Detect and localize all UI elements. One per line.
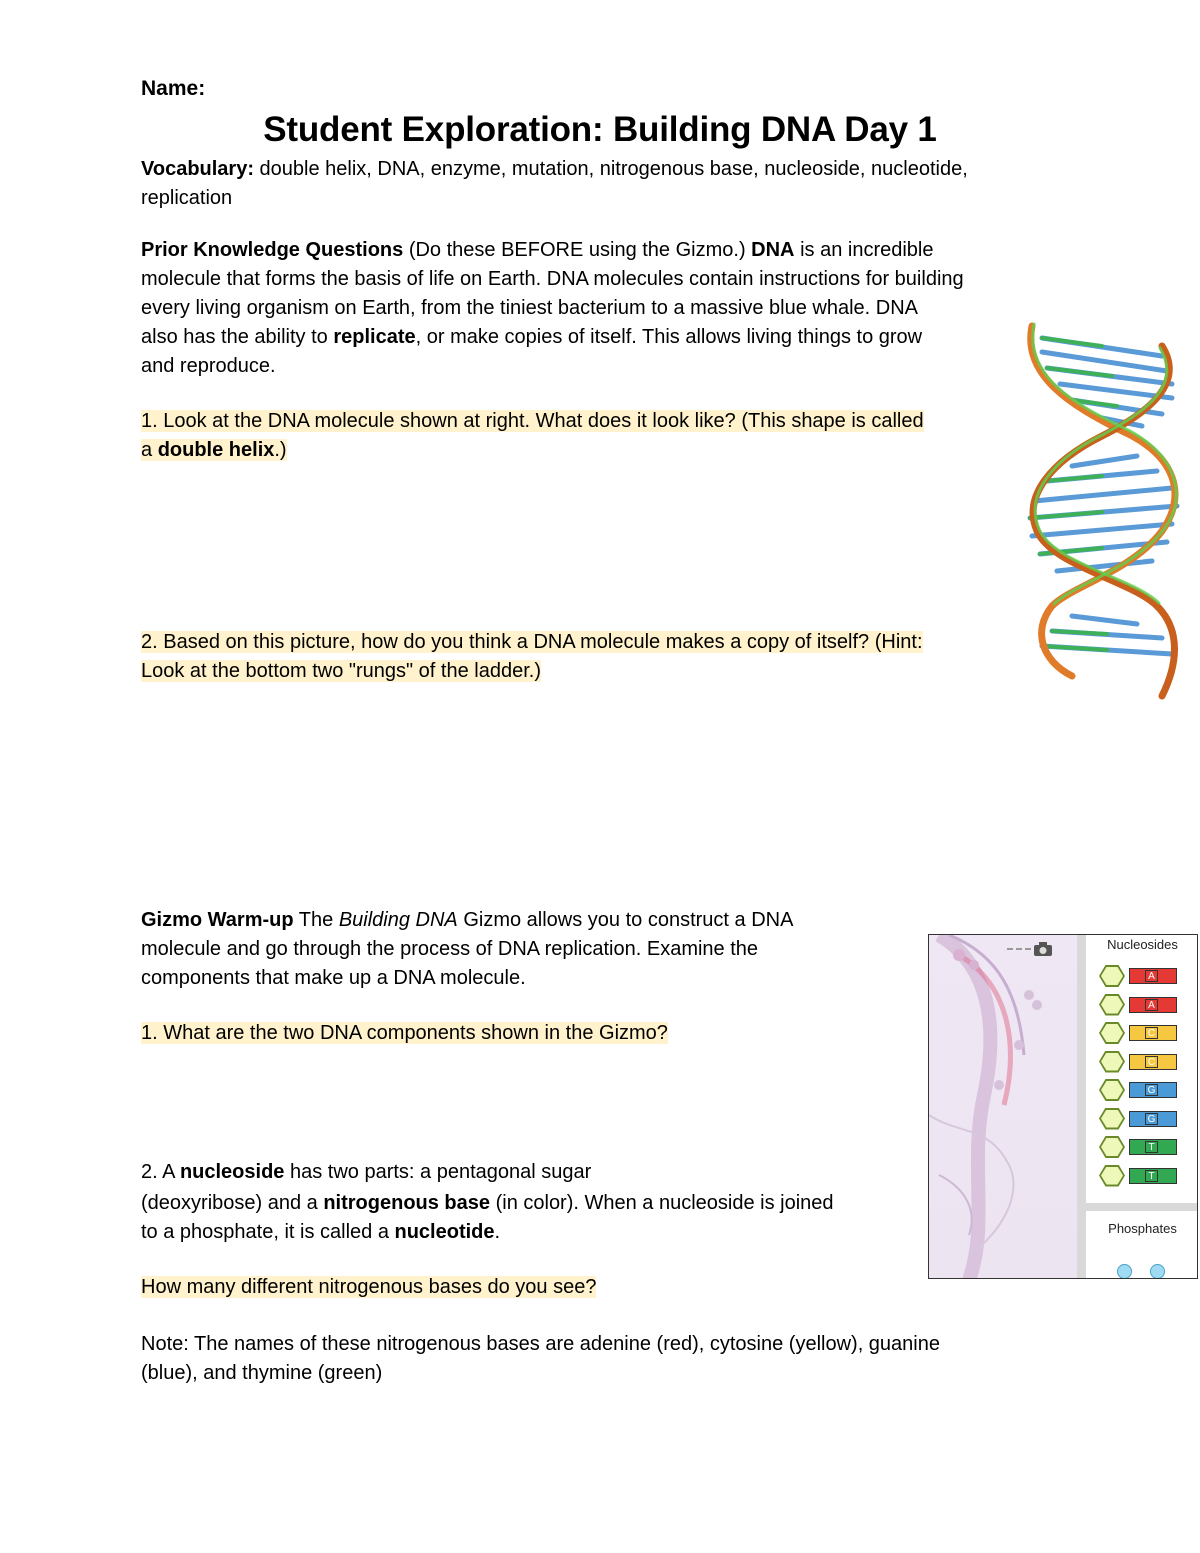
wq2-text: to a phosphate, it is called a bbox=[141, 1221, 395, 1243]
warmup-text: components that make up a DNA molecule. bbox=[141, 967, 526, 989]
base-letter: G bbox=[1145, 1084, 1158, 1096]
phosphate-item[interactable] bbox=[1150, 1264, 1165, 1279]
question-1-text: 1. Look at the DNA molecule shown at right. What does it look like? (This shape is called bbox=[141, 410, 924, 432]
warmup-italic: Building DNA bbox=[338, 909, 458, 931]
question-1 bbox=[141, 407, 924, 465]
question-1-bold: double helix bbox=[157, 439, 275, 461]
gizmo-workspace bbox=[929, 935, 1077, 1278]
dna-double-helix-image bbox=[1012, 316, 1192, 701]
name-label: Name: bbox=[141, 77, 206, 100]
vocabulary-paragraph bbox=[141, 155, 968, 213]
warmup-question-2b bbox=[141, 1273, 596, 1302]
note-text: (blue), and thymine (green) bbox=[141, 1362, 383, 1384]
warmup-question-1 bbox=[141, 1019, 668, 1048]
nucleoside-item[interactable] bbox=[1099, 1107, 1181, 1131]
nucleoside-item[interactable] bbox=[1099, 1135, 1181, 1159]
prior-text: molecule that forms the basis of life on Earth. DNA molecules contain instructions for building bbox=[141, 268, 964, 290]
question-2-text-cont: Look at the bottom two "rungs" of the ladder.) bbox=[141, 660, 541, 682]
vocabulary-terms: double helix, DNA, enzyme, mutation, nitrogenous base, nucleoside, nucleotide, bbox=[254, 158, 968, 180]
wq2-text: 2. A bbox=[141, 1161, 180, 1183]
nucleosides-label: Nucleosides bbox=[1107, 937, 1178, 952]
prior-bold-replicate: replicate bbox=[333, 326, 416, 348]
prior-text: every living organism on Earth, from the tiniest bacterium to a massive blue whale. DNA bbox=[141, 297, 919, 319]
base-letter: A bbox=[1145, 999, 1158, 1011]
prior-text: is an incredible bbox=[794, 239, 934, 261]
dashed-line bbox=[1007, 948, 1031, 950]
wq2-text: has two parts: a pentagonal sugar bbox=[284, 1161, 592, 1183]
question-2 bbox=[141, 628, 923, 686]
nucleoside-item[interactable] bbox=[1099, 1021, 1181, 1045]
prior-text: also has the ability to bbox=[141, 326, 334, 348]
prior-text: , or make copies of itself. This allows living things to grow bbox=[415, 326, 923, 348]
base-letter: T bbox=[1145, 1170, 1158, 1182]
vocabulary-terms-cont: replication bbox=[141, 187, 233, 209]
page-title: Student Exploration: Building DNA Day 1 bbox=[263, 110, 937, 149]
prior-text: (Do these BEFORE using the Gizmo.) bbox=[403, 239, 752, 261]
prior-bold-dna: DNA bbox=[751, 239, 795, 261]
base-letter: T bbox=[1145, 1141, 1158, 1153]
cell-background-image bbox=[929, 935, 1077, 1279]
warmup-text: molecule and go through the process of DNA replication. Examine the bbox=[141, 938, 759, 960]
phosphates-label: Phosphates bbox=[1108, 1221, 1177, 1236]
wq2-bold: nucleoside bbox=[179, 1161, 285, 1183]
nucleoside-item[interactable] bbox=[1099, 1078, 1181, 1102]
question-1-text: .) bbox=[274, 439, 287, 461]
warmup-question-2b-text: How many different nitrogenous bases do you see? bbox=[141, 1276, 597, 1298]
prior-text: and reproduce. bbox=[141, 355, 276, 377]
camera-icon[interactable] bbox=[1033, 941, 1053, 957]
nucleoside-item[interactable] bbox=[1099, 964, 1181, 988]
phosphate-item[interactable] bbox=[1117, 1264, 1132, 1279]
gizmo-screenshot bbox=[928, 934, 1198, 1279]
base-letter: C bbox=[1145, 1056, 1158, 1068]
toolbox-separator bbox=[1086, 1203, 1197, 1211]
vocabulary-label: Vocabulary: bbox=[141, 158, 254, 180]
warmup-question-1-text: 1. What are the two DNA components shown in the Gizmo? bbox=[141, 1022, 668, 1044]
note-paragraph bbox=[141, 1330, 940, 1388]
panel-divider bbox=[1077, 935, 1086, 1278]
wq2-text: (in color). When a nucleoside is joined bbox=[490, 1192, 834, 1214]
note-text: Note: The names of these nitrogenous bases are adenine (red), cytosine (yellow), guanine bbox=[141, 1333, 940, 1355]
nucleoside-item[interactable] bbox=[1099, 1050, 1181, 1074]
wq2-text: . bbox=[494, 1221, 501, 1243]
question-2-text: 2. Based on this picture, how do you think a DNA molecule makes a copy of itself? (Hint: bbox=[141, 631, 923, 653]
base-letter: A bbox=[1145, 970, 1158, 982]
question-1-text-cont bbox=[141, 439, 287, 461]
nucleoside-item[interactable] bbox=[1099, 1164, 1181, 1188]
wq2-bold: nucleotide bbox=[394, 1221, 495, 1243]
warmup-text: Gizmo allows you to construct a DNA bbox=[457, 909, 794, 931]
gizmo-warmup-label: Gizmo Warm-up bbox=[141, 909, 294, 931]
gizmo-warmup-paragraph bbox=[141, 906, 861, 993]
nucleoside-item[interactable] bbox=[1099, 993, 1181, 1017]
wq2-text: (deoxyribose) and a bbox=[141, 1192, 324, 1214]
warmup-text: The bbox=[293, 909, 339, 931]
question-1-text: a bbox=[141, 439, 158, 461]
warmup-question-2 bbox=[141, 1158, 901, 1247]
prior-knowledge-paragraph bbox=[141, 236, 964, 381]
wq2-bold: nitrogenous base bbox=[323, 1192, 491, 1214]
prior-knowledge-label: Prior Knowledge Questions bbox=[141, 239, 404, 261]
base-letter: G bbox=[1145, 1113, 1158, 1125]
base-letter: C bbox=[1145, 1027, 1158, 1039]
